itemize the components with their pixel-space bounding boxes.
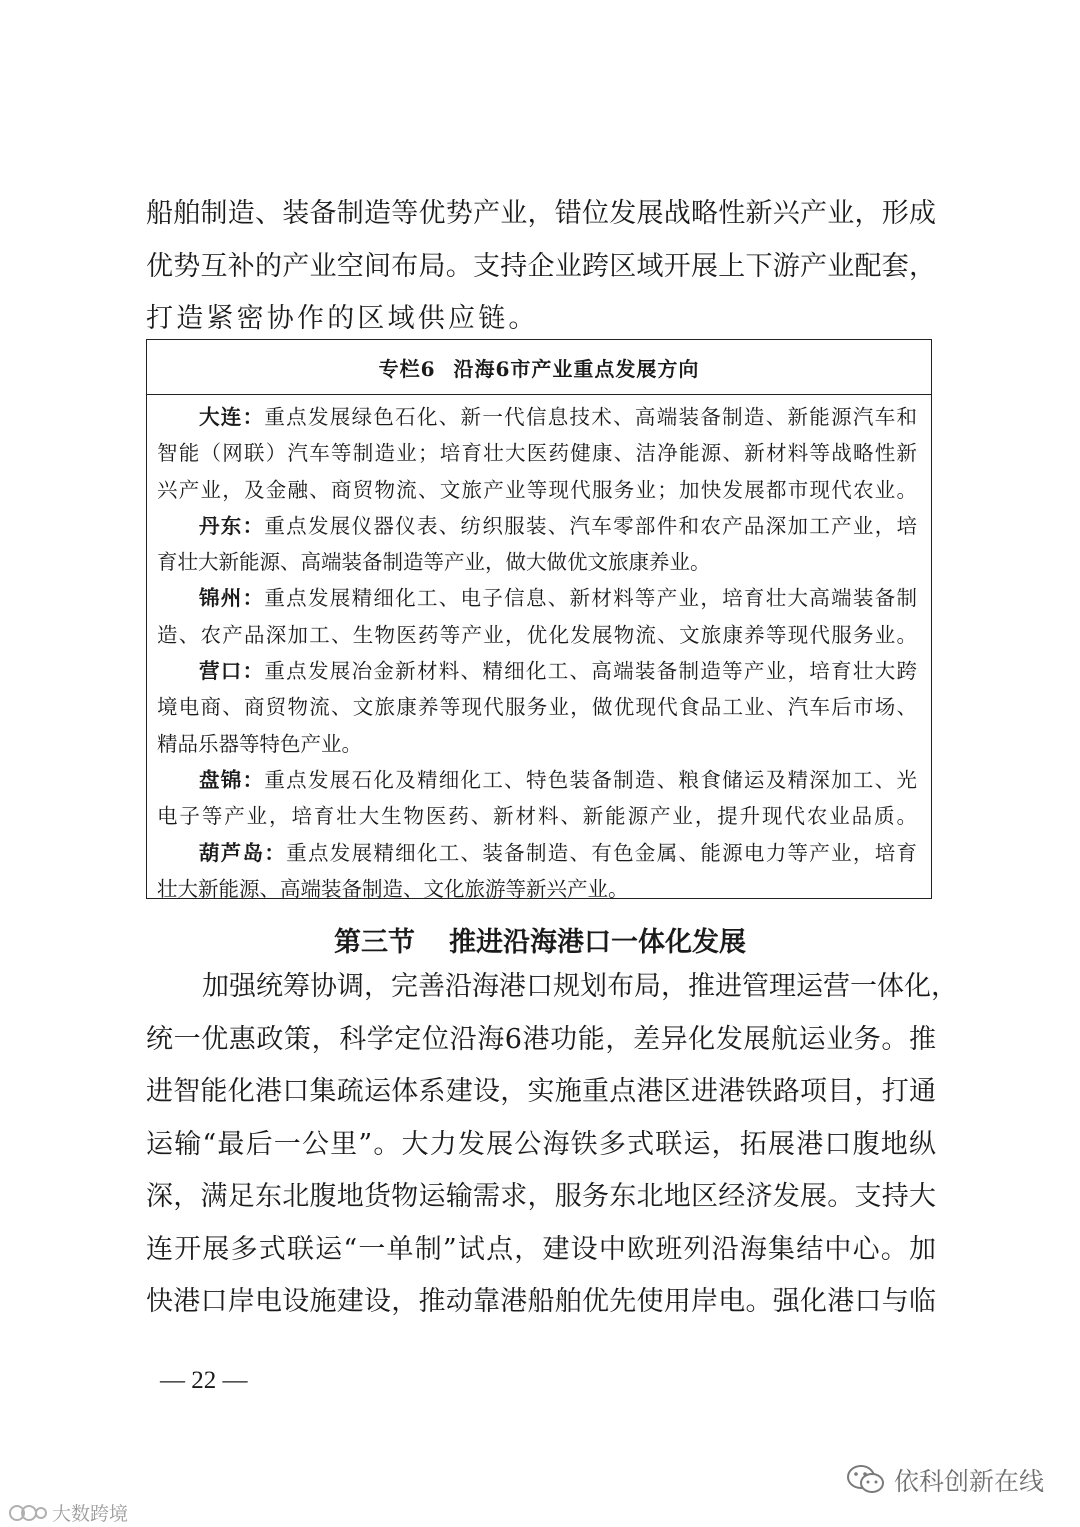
city-name: 丹东： — [199, 513, 265, 538]
city-entry-dalian — [157, 399, 917, 508]
city-name: 葫芦岛： — [199, 840, 287, 865]
text-line: 连开展多式联运“一单制”试点，建设中欧班列沿海集结中心。加 — [146, 1233, 936, 1265]
box-label: 专栏6 — [378, 356, 436, 381]
brand-logo-icon — [8, 1502, 48, 1524]
entry-line: 重点发展仪器仪表、纺织服装、汽车零部件和农产品深加工产业，培 — [264, 513, 917, 538]
box-heading: 沿海6市产业重点发展方向 — [453, 356, 700, 381]
page-number: — 22 — — [160, 1367, 248, 1394]
city-entry-huludao — [157, 835, 917, 908]
entry-line: 造、农产品深加工、生物医药等产业，优化发展物流、文旅康养等现代服务业。 — [157, 622, 917, 647]
text-line: 优势互补的产业空间布局。支持企业跨区域开展上下游产业配套， — [146, 250, 936, 282]
text-line: 打造紧密协作的区域供应链。 — [146, 303, 539, 334]
watermark-text: 大数跨境 — [52, 1503, 129, 1525]
entry-line: 重点发展石化及精细化工、特色装备制造、粮食储运及精深加工、光 — [264, 767, 917, 792]
text-line: 船舶制造、装备制造等优势产业，错位发展战略性新兴产业，形成 — [146, 198, 936, 229]
city-name: 营口： — [199, 659, 265, 684]
city-name: 盘锦： — [199, 767, 265, 792]
entry-line: 重点发展精细化工、电子信息、新材料等产业，培育壮大高端装备制 — [264, 586, 917, 611]
entry-line: 壮大新能源、高端装备制造、文化旅游等新兴产业。 — [157, 876, 629, 901]
city-entry-panjin — [157, 762, 917, 835]
section-title: 推进沿海港口一体化发展 — [449, 926, 746, 958]
entry-line: 重点发展冶金新材料、精细化工、高端装备制造等产业，培育壮大跨 — [264, 659, 917, 684]
box-body — [147, 395, 931, 907]
city-name: 大连： — [199, 405, 265, 429]
text-line: 快港口岸电设施建设，推动靠港船舶优先使用岸电。强化港口与临 — [146, 1286, 936, 1317]
section-heading — [0, 913, 1080, 965]
city-entry-yingkou — [157, 653, 917, 762]
entry-line: 电子等产业，培育壮大生物医药、新材料、新能源产业，提升现代农业品质。 — [157, 804, 917, 829]
column-box — [146, 339, 932, 899]
text-line: 统一优惠政策，科学定位沿海6港功能，差异化发展航运业务。推 — [146, 1023, 936, 1055]
city-entry-jinzhou — [157, 580, 917, 653]
entry-line: 智能（网联）汽车等制造业；培育壮大医药健康、洁净能源、新材料等战略性新 — [157, 441, 917, 466]
text-line: 深，满足东北腹地货物运输需求，服务东北地区经济发展。支持大 — [146, 1181, 936, 1212]
text-line: 进智能化港口集疏运体系建设，实施重点港区进港铁路项目，打通 — [146, 1076, 936, 1107]
section-number: 第三节 — [334, 926, 415, 958]
intro-paragraph — [146, 188, 936, 346]
wechat-icon — [846, 1463, 886, 1497]
watermark-brand — [8, 1499, 128, 1526]
entry-line: 重点发展精细化工、装备制造、有色金属、能源电力等产业，培育 — [286, 840, 917, 865]
entry-line: 兴产业，及金融、商贸物流、文旅产业等现代服务业；加快发展都市现代农业。 — [157, 477, 917, 502]
box-title — [147, 340, 931, 395]
body-paragraph — [146, 961, 958, 1329]
city-name: 锦州： — [199, 586, 265, 611]
text-line: 运输“最后一公里”。大力发展公海铁多式联运，拓展港口腹地纵 — [146, 1128, 936, 1160]
entry-line: 重点发展绿色石化、新一代信息技术、高端装备制造、新能源汽车和 — [264, 405, 917, 429]
text-line: 加强统筹协调，完善沿海港口规划布局，推进管理运营一体化， — [202, 971, 958, 1002]
city-entry-dandong — [157, 508, 917, 581]
entry-line: 精品乐器等特色产业。 — [157, 731, 362, 756]
entry-line: 境电商、商贸物流、文旅康养等现代服务业，做优现代食品工业、汽车后市场、 — [157, 695, 917, 720]
watermark-text: 依科创新在线 — [893, 1467, 1044, 1496]
watermark-wechat — [846, 1462, 1044, 1498]
entry-line: 育壮大新能源、高端装备制造等产业，做大做优文旅康养业。 — [157, 550, 711, 575]
